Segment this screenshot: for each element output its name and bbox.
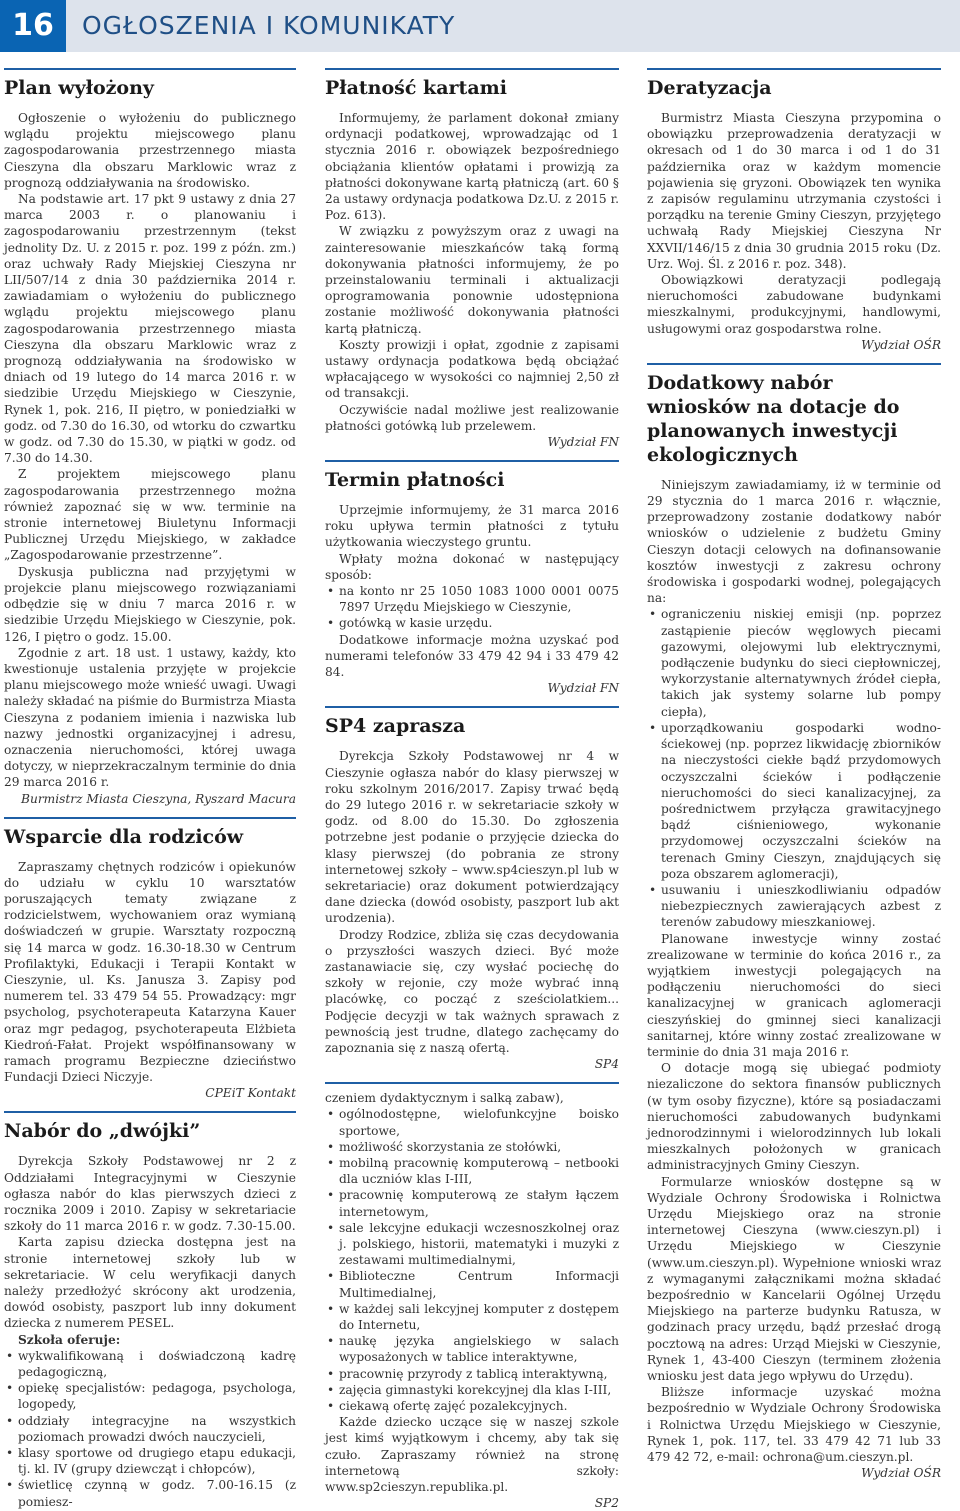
list-item: • pracownię komputerową ze stałym łączem internetowym, bbox=[325, 1187, 619, 1219]
article-rule bbox=[325, 1082, 619, 1084]
article-nabor-dwojki bbox=[4, 1111, 296, 1509]
article-body bbox=[4, 859, 296, 1086]
article-paragraph: Wpłaty można dokonać w następujący sposób: bbox=[325, 551, 619, 582]
article-paragraph: Każde dziecko uczące się w naszej szkole jest kimś wyjątkowym i chcemy, aby tak się czuło. Zapraszamy również na stronę internetową szkoły: www.sp2cieszyn.republika.pl. bbox=[325, 1415, 619, 1495]
article-paragraph: Koszty prowizji i opłat, zgodnie z zapisami ustawy ordynacja podatkowa będą obciążać wpłacającego w wysokości co najmniej 2,50 zł od transakcji. bbox=[325, 337, 619, 401]
article-paragraph: Uprzejmie informujemy, że 31 marca 2016 roku upływa termin płatności z tytułu użytkowania wieczystego gruntu. bbox=[325, 503, 619, 550]
article-signature: SP2 bbox=[594, 1496, 619, 1511]
article-paragraph: Dyrekcja Szkoły Podstawowej nr 2 z Oddziałami Integracyjnymi w Cieszynie ogłasza nabór do klas pierwszych dzieci z rocznika 2009 i 2010. Zapisy w sekretariacie szkoły do 11 marca 2016 r. w godz. 7.30-15.00. bbox=[4, 1154, 296, 1234]
article-paragraph: Dodatkowe informacje można uzyskać pod numerami telefonów 33 479 42 94 i 33 479 42 84. bbox=[325, 632, 619, 680]
article-paragraph: Z projektem miejscowego planu zagospodarowania przestrzennego można również zapoznać się w ww. terminie na stronie internetowej Biuletynu Informacji Publicznej Urzędu Miejskiego, w zakładce „Zagospodarowanie przestrzenne”. bbox=[4, 467, 296, 563]
article-signature: SP4 bbox=[594, 1057, 619, 1072]
article-sp2-continuation bbox=[325, 1082, 619, 1511]
article-title: Wsparcie dla rodziców bbox=[4, 825, 244, 848]
article-termin-platnosci bbox=[325, 460, 619, 696]
list-item: • Biblioteczne Centrum Informacji Multimedialnej, bbox=[325, 1268, 619, 1300]
list-item: • wykwalifikowaną i doświadczoną kadrę pedagogiczną, bbox=[4, 1348, 296, 1380]
article-body bbox=[4, 110, 296, 791]
column-left bbox=[4, 68, 296, 1509]
article-paragraph: Formularze wniosków dostępne są w Wydziale Ochrony Środowiska i Rolnictwa Urzędu Miejskiego oraz na stronie internetowej Cieszyna (www.cieszyn.pl) i Urzędu Miejskiego w Cieszynie (www.um.cieszyn.pl). Wypełnione wnioski wraz z wymaganymi załącznikami można składać bezpośrednio w Kancelarii Ogólnej Urzędu Miejskiego na parterze budynku Ratusza, w godzinach pracy urzędu, bądź przesłać drogą pocztową na adres: Urząd Miejski w Cieszynie, Rynek 1, 43-400 Cieszyn (terminem złożenia wniosku jest data jego wpływu do Urzędu). bbox=[647, 1174, 941, 1384]
list-item: • świetlicę czynną w godz. 7.00-16.15 (z pomiesz- bbox=[4, 1477, 296, 1509]
article-paragraph: Informujemy, że parlament dokonał zmiany ordynacji podatkowej, wprowadzając od 1 stycznia 2016 r. obowiązek bezpośredniego obciążania klientów opłatami i prowizją za płatności dokonywane kartą płatniczą (art. 60 § 2a ustawy ordynacja podatkowa Dz.U. z 2015 r. Poz. 613). bbox=[325, 111, 619, 223]
article-paragraph: Bliższe informacje uzyskać można bezpośrednio w Wydziale Ochrony Środowiska i Rolnictwa Urzędu Miejskiego w Cieszynie, Rynek 1, pok. 117, tel. 33 479 42 71 lub 33 479 42 72, e-mail: ochrona@um.cieszyn.pl. bbox=[647, 1385, 941, 1465]
article-signature: Wydział FN bbox=[547, 681, 619, 696]
article-rule bbox=[325, 706, 619, 708]
article-wsparcie bbox=[4, 817, 296, 1102]
list-item: • oddziały integracyjne na wszystkich poziomach prowadzi dwóch nauczycieli, bbox=[4, 1413, 296, 1445]
article-title: Dodatkowy nabór wniosków na dotacje do planowanych inwestycji ekologicznych bbox=[647, 371, 900, 466]
article-title: Plan wyłożony bbox=[4, 77, 154, 99]
article-paragraph: Niniejszym zawiadamiamy, iż w terminie od 29 stycznia do 1 marca 2016 r. włącznie, przeprowadzony zostanie dodatkowy nabór wniosków o udzielenie z budżetu Gminy Cieszyn dotacji celowych na dofinansowanie kosztów inwestycji z zakresu ochrony środowiska i gospodarki wodnej, polegających na: bbox=[647, 477, 941, 606]
article-rule bbox=[647, 363, 941, 365]
article-body bbox=[4, 1153, 296, 1509]
page-number: 16 bbox=[0, 0, 66, 52]
article-title: Deratyzacja bbox=[647, 77, 772, 99]
article-sp4 bbox=[325, 706, 619, 1072]
article-paragraph: Burmistrz Miasta Cieszyna przypomina o obowiązku przeprowadzenia deratyzacji w okresach od 1 do 30 marca i od 1 do 31 października oraz w każdym momencie pojawienia się gryzoni. Obowiązek ten wynika z zapisów regulaminu utrzymania czystości i porządku na terenie Gminy Cieszyn, przyjętego uchwałą Rady Miejskiej Cieszyna Nr XXVII/146/15 z dnia 30 grudnia 2015 roku (Dz. Urz. Woj. Śl. z 2016 r. poz. 348). bbox=[647, 111, 941, 271]
list-item: • możliwość skorzystania ze stołówki, bbox=[325, 1139, 619, 1155]
article-body bbox=[325, 1090, 619, 1495]
offers-list bbox=[4, 1348, 296, 1510]
article-rule bbox=[325, 460, 619, 462]
payment-list bbox=[325, 583, 619, 632]
list-item: • w każdej sali lekcyjnej komputer z dostępem do Internetu, bbox=[325, 1301, 619, 1333]
article-rule bbox=[4, 817, 296, 819]
column-right bbox=[647, 68, 941, 1481]
article-signature: Burmistrz Miasta Cieszyna, Ryszard Macura bbox=[21, 791, 296, 806]
offers-label: Szkoła oferuje: bbox=[18, 1332, 121, 1347]
list-item: • ciekawą ofertę zajęć pozalekcyjnych. bbox=[325, 1398, 619, 1414]
article-title: Nabór do „dwójki” bbox=[4, 1120, 201, 1143]
article-body bbox=[647, 110, 941, 337]
article-signature: Wydział FN bbox=[547, 435, 619, 450]
article-paragraph: Drodzy Rodzice, zbliża się czas decydowania o przyszłości waszych dzieci. Być może zastanawiacie się, czy wysłać pociechę do szkoły w rejonie, czy może wybrać inną placówkę, co począć z sześciolatkiem... Podjęcie decyzji w tak ważnych sprawach z pewnością jest trudne, dlatego zachęcamy do zapoznania się z naszą ofertą. bbox=[325, 927, 619, 1055]
article-signature: Wydział OŚR bbox=[861, 337, 941, 352]
article-title: Termin płatności bbox=[325, 469, 505, 492]
investment-list bbox=[647, 606, 941, 930]
article-paragraph: W związku z powyższym oraz z uwagi na zainteresowanie mieszkańców taką formą dokonywania płatności informujemy, że po przeinstalowaniu terminali i aktualizacji oprogramowania ponownie udostępniona zostanie możliwość dokonywania płatności kartą płatniczą. bbox=[325, 224, 619, 336]
page-header bbox=[0, 0, 960, 52]
list-item: • opiekę specjalistów: pedagoga, psychologa, logopedy, bbox=[4, 1380, 296, 1412]
article-paragraph: Karta zapisu dziecka dostępna jest na stronie internetowej szkoły lub w sekretariacie. W celu weryfikacji danych należy przedłożyć skrócony akt urodzenia, dowód osobisty, paszport lub inny dokument dziecka z numerem PESEL. bbox=[4, 1235, 296, 1331]
list-item: • gotówką w kasie urzędu. bbox=[325, 615, 619, 631]
list-item: • ogólnodostępne, wielofunkcyjne boisko sportowe, bbox=[325, 1106, 619, 1138]
article-body bbox=[325, 502, 619, 680]
article-paragraph: Dyrekcja Szkoły Podstawowej nr 4 w Cieszynie ogłasza nabór do klasy pierwszej w roku szkolnym 2016/2017. Zapisy trwać będą do 29 lutego 2016 r. w sekretariacie szkoły w godz. od 8.00 do 15.30. Do zgłoszenia potrzebne jest podanie o przyjęcie dziecka do klasy pierwszej (do pobrania ze strony internetowej szkoły – www.sp4cieszyn.pl lub w sekretariacie) oraz dokument potwierdzający dane dziecka (dowód osobisty, paszport lub akt urodzenia). bbox=[325, 749, 619, 926]
list-item: • naukę języka angielskiego w salach wyposażonych w tablice interaktywne, bbox=[325, 1333, 619, 1365]
article-paragraph: Oczywiście nadal możliwe jest realizowanie płatności gotówką lub przelewem. bbox=[325, 402, 619, 433]
article-paragraph: Dyskusja publiczna nad przyjętymi w projekcie planu miejscowego rozwiązaniami odbędzie się w dniu 7 marca 2016 r. w siedzibie Urzędu Miejskiego w Cieszynie, pok. 126, I piętro o godz. 15.00. bbox=[4, 564, 296, 644]
article-paragraph: Zgodnie z art. 18 ust. 1 ustawy, każdy, kto kwestionuje ustalenia przyjęte w projekcie planu miejscowego może wnieść uwagi. Uwagi należy składać na piśmie do Burmistrza Miasta Cieszyna z podaniem imienia i nazwiska lub nazwy jednostki organizacyjnej i adresu, oznaczenia nieruchomości, której uwaga dotyczy, w nieprzekraczalnym terminie do dnia 29 marca 2016 r. bbox=[4, 645, 296, 790]
article-signature: Wydział OŚR bbox=[861, 1466, 941, 1481]
article-paragraph: Na podstawie art. 17 pkt 9 ustawy z dnia 27 marca 2003 r. o planowaniu i zagospodarowaniu przestrzennym (tekst jednolity Dz. U. z 2015 r. poz. 199 z późn. zm.) oraz uchwały Rady Miejskiej Cieszyna nr LII/507/14 z dnia 30 października 2014 r. zawiadamiam o wyłożeniu do publicznego wglądu projektu miejscowego planu zagospodarowania przestrzennego miasta Cieszyna dla obszaru Marklowic wraz z prognozą oddziaływania na środowisko w dniach od 19 lutego do 14 marca 2016 r. w siedzibie Urzędu Miejskiego w Cieszynie, Rynek 1, pok. 216, II piętro, w poniedziałki w godz. od 7.30 do 16.30, od wtorku do czwartku w godz. od 7.30 do 15.30, w piątki w godz. od 7.30 do 14.30. bbox=[4, 192, 296, 466]
article-plan bbox=[4, 68, 296, 807]
list-item: • sale lekcyjne edukacji wczesnoszkolnej oraz j. polskiego, historii, matematyki i muzyki z zestawami multimedialnymi, bbox=[325, 1220, 619, 1269]
article-paragraph: O dotacje mogą się ubiegać podmioty niezaliczone do sektora finansów publicznych (w tym osoby fizyczne), które są posiadaczami nieruchomości zabudowanych budynkami jednorodzinnymi i wielorodzinnych lub lokali mieszkalnych położonych w granicach administracyjnych Gminy Cieszyn. bbox=[647, 1061, 941, 1173]
article-title: Płatność kartami bbox=[325, 77, 507, 99]
list-item: • na konto nr 25 1050 1083 1000 0001 0075 7897 Urzędu Miejskiego w Cieszynie, bbox=[325, 583, 619, 615]
article-paragraph: Obowiązkowi deratyzacji podlegają nieruchomości zabudowane budynkami mieszkalnymi, produkcyjnymi, handlowymi, usługowymi oraz gospodarstwa rolne. bbox=[647, 273, 941, 336]
article-deratyzacja bbox=[647, 68, 941, 353]
article-dotacje bbox=[647, 363, 941, 1481]
list-item: • zajęcia gimnastyki korekcyjnej dla klas I-III, bbox=[325, 1382, 619, 1398]
list-item: • klasy sportowe od drugiego etapu edukacji, tj. kl. IV (grupy dziewcząt i chłopców), bbox=[4, 1445, 296, 1477]
column-middle bbox=[325, 68, 619, 1511]
list-item: • uporządkowaniu gospodarki wodno-ściekowej (np. poprzez likwidację zbiorników na nieczystości ciekłe bądź przydomowych oczyszczalni ścieków i podłączenie nieruchomości do sieci kanalizacyjnej, za pośrednictwem przyłącza grawitacyjnego bądź ciśnieniowego, wykonanie przydomowej oczyszczalni ścieków na terenach Gminy Cieszyn, znajdujących się poza obszarem aglomeracji), bbox=[647, 720, 941, 882]
article-paragraph: Planowane inwestycje winny zostać zrealizowane w terminie do końca 2016 r., za wyjątkiem inwestycji polegających na podłączeniu nieruchomości do sieci kanalizacyjnej w granicach aglomeracji cieszyńskiej do gminnej sieci kanalizacji sanitarnej, które winny zostać zrealizowane w terminie do dnia 31 maja 2016 r. bbox=[647, 931, 941, 1059]
article-body bbox=[325, 110, 619, 434]
list-item: • usuwaniu i unieszkodliwianiu odpadów niebezpiecznych zawierających azbest z terenów zabudowy mieszkaniowej. bbox=[647, 882, 941, 931]
article-rule bbox=[4, 68, 296, 70]
continuation-text: czeniem dydaktycznym i salką zabaw), bbox=[325, 1091, 564, 1106]
section-title: OGŁOSZENIA I KOMUNIKATY bbox=[82, 11, 456, 40]
article-paragraph: Zapraszamy chętnych rodziców i opiekunów do udziału w cyklu 10 warsztatów poruszających tematy związane z rodzicielstwem, wychowaniem oraz wymianą doświadczeń w grupie. Warsztaty rozpoczną się 14 marca w godz. 16.30-18.30 w Centrum Profilaktyki, Edukacji i Terapii Kontakt w Cieszynie, ul. Ks. Janusza 3. Zapisy pod numerem tel. 33 479 54 55. Prowadzący: mgr psycholog, psychoterapeuta Katarzyna Kauer oraz mgr pedagog, psychoterapeuta Elżbieta Kiedroń-Fałat. Projekt współfinansowany w ramach programu Bezpieczne dzieciństwo Fundacji Dzieci Niczyje. bbox=[4, 859, 296, 1085]
article-body bbox=[647, 477, 941, 1465]
offers-list bbox=[325, 1106, 619, 1414]
article-paragraph: Ogłoszenie o wyłożeniu do publicznego wglądu projektu miejscowego planu zagospodarowania przestrzennego miasta Cieszyna dla obszaru Marklowic wraz z prognozą oddziaływania na środowisko. bbox=[4, 111, 296, 190]
article-rule bbox=[325, 68, 619, 70]
article-signature: CPEiT Kontakt bbox=[205, 1086, 296, 1101]
list-item: • ograniczeniu niskiej emisji (np. poprzez zastąpienie pieców węglowych piecami gazowymi, olejowymi lub elektrycznymi, podłączenie budynku do sieci ciepłowniczej, wykorzystanie alternatywnych źródeł ciepła, takich jak systemy solarne lub pompy ciepła), bbox=[647, 606, 941, 719]
article-rule bbox=[647, 68, 941, 70]
article-rule bbox=[4, 1111, 296, 1113]
article-platnosc-kartami bbox=[325, 68, 619, 450]
list-item: • pracownię przyrody z tablicą interaktywną, bbox=[325, 1366, 619, 1382]
article-title: SP4 zaprasza bbox=[325, 715, 466, 738]
article-body bbox=[325, 748, 619, 1056]
list-item: • mobilną pracownię komputerową – netbooki dla uczniów klas I-III, bbox=[325, 1155, 619, 1187]
